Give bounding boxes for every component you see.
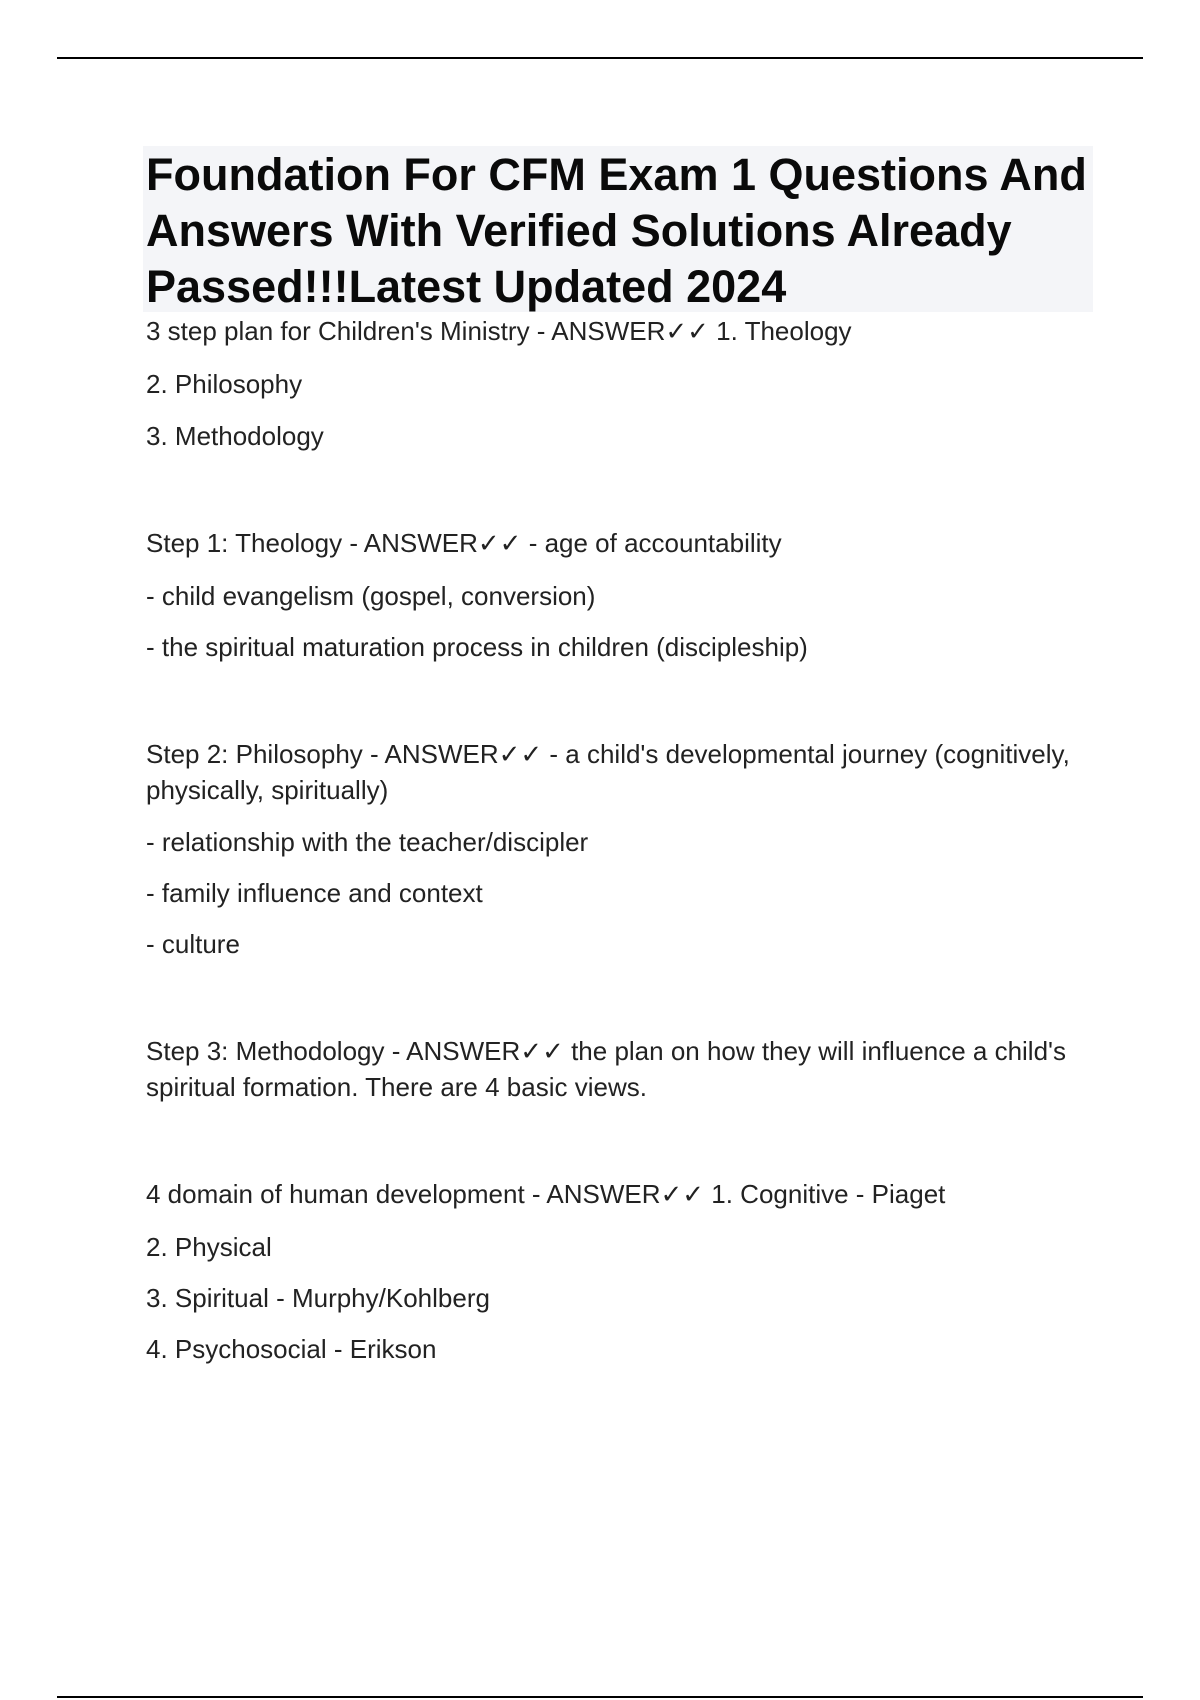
qa-answer-line: 2. Philosophy	[146, 369, 303, 399]
qa-question-step-3: Step 3: Methodology - ANSWER✓✓ the plan on how they will influence a child's spiritual formation. There are 4 basic views.	[146, 1036, 1067, 1102]
document-title: Foundation For CFM Exam 1 Questions And Answers With Verified Solutions Already Passed!!!Latest Updated 2024	[146, 149, 1087, 312]
qa-question-step-1: Step 1: Theology - ANSWER✓✓ - age of accountability	[146, 528, 782, 558]
qa-answer-line: 4. Psychosocial - Erikson	[146, 1334, 437, 1364]
qa-answer-line: 2. Physical	[146, 1232, 272, 1262]
qa-answer-line: 3. Methodology	[146, 421, 324, 451]
qa-answer-line: - the spiritual maturation process in children (discipleship)	[146, 632, 808, 662]
qa-question-four-domains: 4 domain of human development - ANSWER✓✓ 1. Cognitive - Piaget	[146, 1179, 946, 1209]
qa-answer-line: - child evangelism (gospel, conversion)	[146, 581, 596, 611]
qa-answer-line: - relationship with the teacher/discipler	[146, 827, 589, 857]
qa-answer-line: 3. Spiritual - Murphy/Kohlberg	[146, 1283, 490, 1313]
qa-answer-line: - culture	[146, 929, 240, 959]
bottom-rule	[57, 1696, 1143, 1698]
qa-question-three-step-plan: 3 step plan for Children's Ministry - ANSWER✓✓ 1. Theology	[146, 316, 852, 346]
top-rule	[57, 57, 1143, 59]
qa-answer-line: - family influence and context	[146, 878, 483, 908]
qa-question-step-2: Step 2: Philosophy - ANSWER✓✓ - a child's developmental journey (cognitively, physically, spiritually)	[146, 739, 1070, 805]
